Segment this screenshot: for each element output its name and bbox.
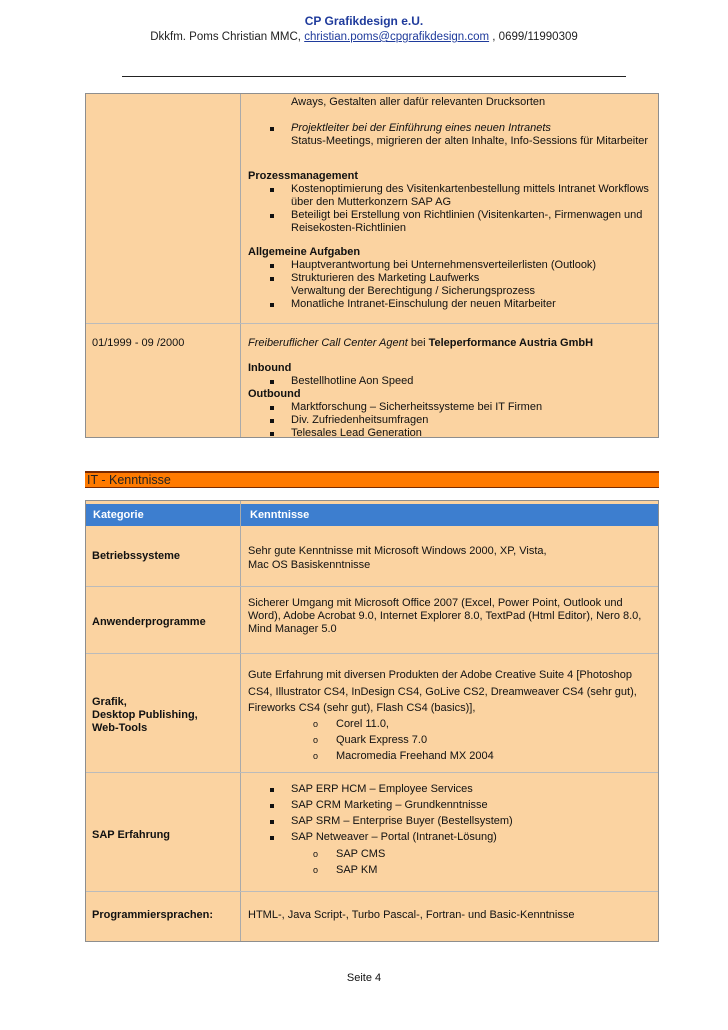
skill-line: Sicherer Umgang mit Microsoft Office 2007 (Excel, Power Point, Outlook und	[248, 597, 623, 609]
bullet-circle-icon: o	[313, 751, 319, 761]
list-item: Hauptverantwortung bei Unternehmensverteilerlisten (Outlook)	[291, 259, 597, 271]
email-link[interactable]: christian.poms@cpgrafikdesign.com	[304, 31, 490, 43]
row-divider	[86, 323, 658, 324]
bullet-square-icon	[270, 406, 274, 410]
skill-line: Fireworks CS4 (sehr gut), Flash CS4 (basics)],	[248, 702, 476, 714]
job-role: Freiberuflicher Call Center Agent	[248, 337, 408, 349]
sub-item: Quark Express 7.0	[336, 734, 428, 746]
outbound-heading: Outbound	[248, 388, 301, 400]
cont-line: Aways, Gestalten aller dafür relevanten Drucksorten	[291, 96, 546, 108]
bullet-square-icon	[270, 127, 274, 131]
sap-item: SAP SRM – Enterprise Buyer (Bestellsystem)	[291, 815, 513, 827]
sub-item: Macromedia Freehand MX 2004	[336, 750, 494, 762]
contact-line	[0, 31, 728, 43]
category-graphics: Web-Tools	[92, 722, 148, 734]
list-item: Beteiligt bei Erstellung von Richtlinien (Visitenkarten-, Firmenwagen und	[291, 209, 643, 221]
column-divider	[240, 501, 241, 941]
list-item: Kostenoptimierung des Visitenkartenbestellung mittels Intranet Workflows	[291, 183, 649, 195]
bullet-square-icon	[270, 277, 274, 281]
job-company: Teleperformance Austria GmbH	[428, 337, 594, 349]
general-heading: Allgemeine Aufgaben	[248, 246, 361, 258]
skill-line: Sehr gute Kenntnisse mit Microsoft Windows 2000, XP, Vista,	[248, 545, 547, 557]
category-os: Betriebssysteme	[92, 550, 181, 562]
bullet-square-icon	[270, 419, 274, 423]
skill-line: Mac OS Basiskenntnisse	[248, 559, 371, 571]
column-divider	[240, 94, 241, 437]
category-graphics: Desktop Publishing,	[92, 709, 198, 721]
sap-sub-item: SAP CMS	[336, 848, 386, 860]
list-item: Verwaltung der Berechtigung / Sicherungsprozess	[291, 285, 535, 297]
skill-line: CS4, Illustrator CS4, InDesign CS4, GoLive CS2, Dreamweaver CS4 (sehr gut),	[248, 686, 637, 698]
bullet-circle-icon: o	[313, 865, 319, 875]
row-divider	[86, 772, 658, 773]
contact-suffix: , 0699/11990309	[489, 31, 578, 43]
bullet-square-icon	[270, 264, 274, 268]
list-item: Reisekosten-Richtlinien	[291, 222, 406, 234]
bullet-square-icon	[270, 432, 274, 436]
bullet-square-icon	[270, 188, 274, 192]
bullet-square-icon	[270, 804, 274, 808]
job-title-line	[248, 337, 593, 350]
bullet-square-icon	[270, 214, 274, 218]
bullet-circle-icon: o	[313, 719, 319, 729]
bullet-circle-icon: o	[313, 735, 319, 745]
skill-line: Mind Manager 5.0	[248, 623, 337, 635]
project-lead-desc: Status-Meetings, migrieren der alten Inhalte, Info-Sessions für Mitarbeiter	[291, 135, 649, 147]
sap-item: SAP Netweaver – Portal (Intranet-Lösung)	[291, 831, 497, 843]
list-item: Strukturieren des Marketing Laufwerks	[291, 272, 480, 284]
project-lead-title: Projektleiter bei der Einführung eines neuen Intranets	[291, 122, 551, 134]
list-item: Monatliche Intranet-Einschulung der neuen Mitarbeiter	[291, 298, 556, 310]
contact-prefix: Dkkfm. Poms Christian MMC,	[150, 31, 305, 43]
category-apps: Anwenderprogramme	[92, 616, 206, 628]
col-skills: Kenntnisse	[250, 509, 310, 521]
job-period: 01/1999 - 09 /2000	[92, 337, 185, 349]
list-item: Telesales Lead Generation	[291, 427, 422, 439]
col-category: Kategorie	[93, 509, 144, 521]
row-divider	[86, 891, 658, 892]
category-graphics: Grafik,	[92, 696, 127, 708]
bullet-circle-icon: o	[313, 849, 319, 859]
bullet-square-icon	[270, 820, 274, 824]
bullet-square-icon	[270, 380, 274, 384]
bullet-square-icon	[270, 836, 274, 840]
company-name: CP Grafikdesign e.U.	[304, 14, 424, 28]
section-title: IT - Kenntnisse	[87, 473, 171, 487]
list-item: über den Mutterkonzern SAP AG	[291, 196, 451, 208]
skill-line: Word), Adobe Acrobat 9.0, Internet Explorer 8.0, TextPad (Html Editor), Nero 8.0,	[248, 610, 642, 622]
sap-sub-item: SAP KM	[336, 864, 378, 876]
list-item: Bestellhotline Aon Speed	[291, 375, 414, 387]
job-at: bei	[407, 337, 429, 349]
section-band	[85, 471, 659, 488]
page-number: Seite 4	[346, 972, 382, 984]
list-item: Div. Zufriedenheitsumfragen	[291, 414, 429, 426]
list-item: Marktforschung – Sicherheitssysteme bei IT Firmen	[291, 401, 543, 413]
skill-line: Gute Erfahrung mit diversen Produkten der Adobe Creative Suite 4 [Photoshop	[248, 669, 633, 681]
row-divider	[86, 586, 658, 587]
category-sap: SAP Erfahrung	[92, 829, 171, 841]
header-divider	[122, 76, 626, 77]
bullet-square-icon	[270, 788, 274, 792]
category-prog: Programmiersprachen:	[92, 909, 214, 921]
process-heading: Prozessmanagement	[248, 170, 359, 182]
bullet-square-icon	[270, 303, 274, 307]
sap-item: SAP CRM Marketing – Grundkenntnisse	[291, 799, 488, 811]
row-divider	[86, 653, 658, 654]
sub-item: Corel 11.0,	[336, 718, 389, 730]
sap-item: SAP ERP HCM – Employee Services	[291, 783, 473, 795]
skill-line: HTML-, Java Script-, Turbo Pascal-, Fortran- und Basic-Kenntnisse	[248, 909, 575, 921]
inbound-heading: Inbound	[248, 362, 292, 374]
table-header	[86, 504, 658, 526]
